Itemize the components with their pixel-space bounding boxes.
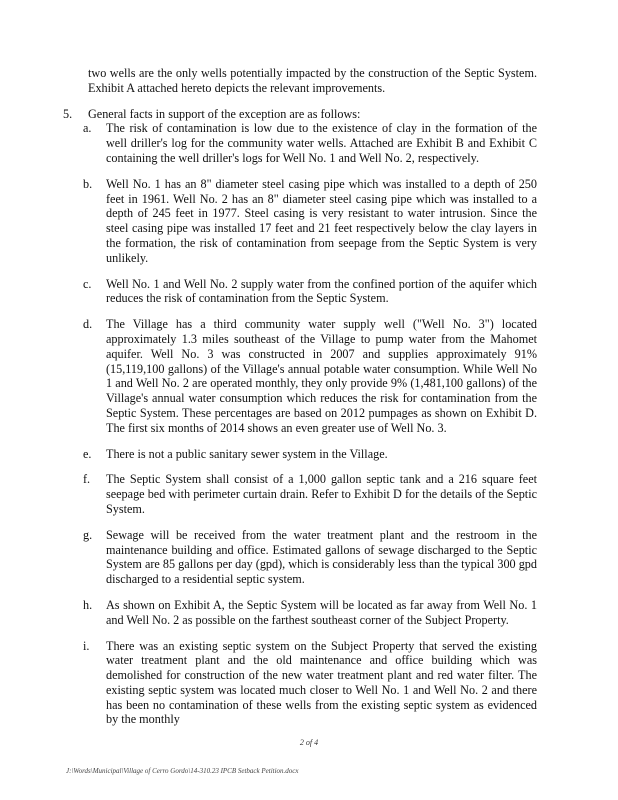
item-text: There was an existing septic system on the Subject Property that served the existing water treatment plant and the old maintenance and office building which was demolished for construction of the new water treatment plant and red water filter. The existing septic system was located much closer to Well No. 1 and Well No. 2 and there has been no contamination of these wells from the existing septic system as evidenced by the monthly bbox=[106, 638, 537, 727]
list-item-e bbox=[83, 446, 537, 462]
list-item-b bbox=[83, 176, 537, 266]
item-letter: g. bbox=[83, 527, 93, 542]
item-letter: h. bbox=[83, 597, 93, 612]
section-lead: General facts in support of the exception are as follows: bbox=[88, 106, 361, 121]
item-text: Well No. 1 has an 8" diameter steel casing pipe which was installed to a depth of 250 feet in 1961. Well No. 2 has an 8" diameter steel casing pipe which was installed to a depth of 245 feet in 1977. Steel casing is very resistant to water intrusion. Since the steel casing pipe was installed 17 feet and 21 feet respectively below the clay layers in the formation, the risk of contamination from seepage from the Septic System is very unlikely. bbox=[106, 176, 537, 265]
item-letter: b. bbox=[83, 176, 93, 191]
document-body bbox=[63, 66, 537, 727]
item-text: The Septic System shall consist of a 1,000 gallon septic tank and a 216 square feet seepage bed with perimeter curtain drain. Refer to Exhibit D for the details of the Septic System. bbox=[106, 472, 537, 516]
list-item-f bbox=[83, 472, 537, 516]
footer-file-path: J:\Words\Municipal\Village of Cerro Gordo\14-310.23 IPCB Setback Petition.docx bbox=[66, 767, 299, 775]
item-letter: f. bbox=[83, 472, 91, 487]
item-text: As shown on Exhibit A, the Septic System will be located as far away from Well No. 1 and Well No. 2 as possible on the farthest southeast corner of the Subject Property. bbox=[106, 597, 537, 627]
section-number: 5. bbox=[63, 106, 73, 121]
list-item-g bbox=[83, 527, 537, 587]
item-letter: a. bbox=[83, 121, 92, 136]
list-item-i bbox=[83, 638, 537, 728]
page-number: 2 of 4 bbox=[299, 738, 319, 747]
section-5 bbox=[63, 106, 537, 122]
item-letter: i. bbox=[83, 638, 90, 653]
intro-paragraph: two wells are the only wells potentially impacted by the construction of the Septic System. Exhibit A attached hereto depicts the relevant improvements. bbox=[88, 66, 537, 95]
item-text: The Village has a third community water supply well ("Well No. 3") located approximately 1.3 miles southeast of the Village to pump water from the Mahomet aquifer. Well No. 3 was constructed in 2007 and supplies approximately 91% (15,119,100 gallons) of the Village's annual potable water consumption. While Well No 1 and Well No. 2 are operated monthly, they only provide 9% (1,481,100 gallons) of the Village's annual water consumption which reduces the risk for contamination from the Septic System. These percentages are based on 2012 pumpages as shown on Exhibit D. The first six months of 2014 shows an even greater use of Well No. 3. bbox=[106, 317, 537, 435]
list-item-c bbox=[83, 276, 537, 307]
item-text: There is not a public sanitary sewer system in the Village. bbox=[106, 446, 388, 461]
item-text: Sewage will be received from the water treatment plant and the restroom in the maintenance building and office. Estimated gallons of sewage discharged to the Septic System are 85 gallons per day (gpd), which is considerably less than the typical 300 gpd discharged to a residential septic system. bbox=[106, 527, 537, 587]
list-item-h bbox=[83, 597, 537, 628]
item-letter: c. bbox=[83, 276, 92, 291]
list-item-a bbox=[83, 121, 537, 165]
item-text: The risk of contamination is low due to the existence of clay in the formation of the well driller's log for the community water wells. Attached are Exhibit B and Exhibit C containing the well driller's logs for Well No. 1 and Well No. 2, respectively. bbox=[106, 121, 537, 165]
item-letter: d. bbox=[83, 317, 93, 332]
list-item-d bbox=[83, 317, 537, 435]
item-letter: e. bbox=[83, 446, 92, 461]
item-text: Well No. 1 and Well No. 2 supply water from the confined portion of the aquifer which reduces the risk of contamination from the Septic System. bbox=[106, 276, 537, 306]
